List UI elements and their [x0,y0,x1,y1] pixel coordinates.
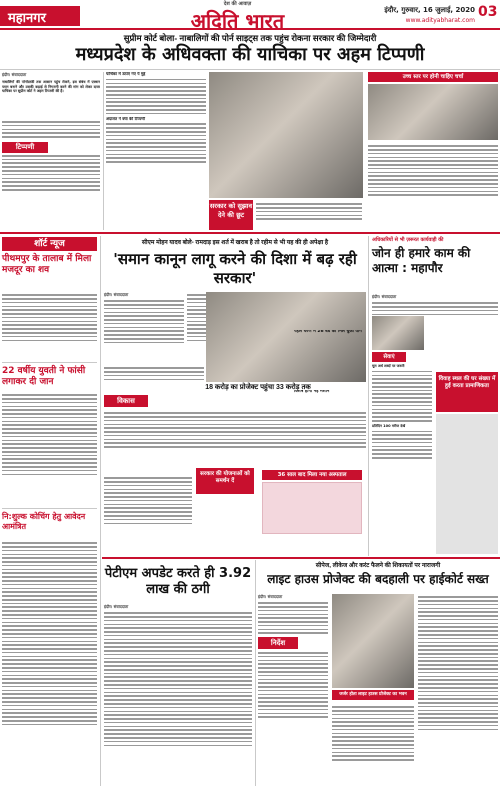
bottom-left-byline: इंदौर। संवाददाता [104,604,129,609]
bottom-right-body [418,594,498,786]
callout-box: 36 साल बाद मिला नया अस्पताल [262,470,362,480]
logo-tagline: देश की आवाज़ [223,1,252,7]
comment-tag: टिप्पणी [2,142,48,153]
services-tag: सेवाएं [372,352,406,362]
highlight-box [436,414,498,554]
lead-left-column [2,72,100,230]
column-rule [100,236,101,786]
center-sub: विशेष होगी नई मशीन [294,390,330,394]
dateline: इंदौर, गुरुवार, 16 जुलाई, 2020 [384,6,475,14]
lead-byline: इंदौर। संवाददाता [2,72,27,77]
logo-text: अदिति भारत [190,9,285,33]
callout-box: सरकार की योजनाओं को समर्थन दें [196,468,254,494]
column-rule [255,560,256,786]
story-headline: पीथमपुर के तालाब में मिला मजदूर का शव [2,254,92,275]
divider [0,69,500,70]
lead-intro: नाबालिगों की पोर्नोग्राफी तक आसान पहुंच रोकने, इस संबंध में एक्शन प्लान बनाने और उसकी कड़ाई से निगरानी करने की मांग को लेकर दायर याचिका पर सुप्रीम कोर्ट ने अहम टिप्पणी की है। [2,80,100,94]
photo-caption: जर्जर होता लाइट हाउस प्रोजेक्ट का भवन [332,690,414,700]
light-house-photo [332,594,414,688]
photo-caption-text [256,201,362,229]
story-body [2,392,97,504]
section-tag: महानगर [0,6,80,26]
bottom-right-headline: लाइट हाउस प्रोजेक्ट की बदहाली पर हाईकोर्ट सख्त [267,572,489,586]
bottom-right-kicker: सीपेज, लीकेज और करंट फैलने की शिकायतों पर नाराजगी [315,563,441,569]
right-body [372,364,432,554]
right-sub: प्रतिदिन 100 मरीज देखें [372,423,406,428]
photo-caption-box: सरकार को सुझाव देने की छूट [209,200,253,230]
lead-subhead-2: अदालत ने क्या की टिप्पणी [106,116,146,121]
center-body [104,410,366,472]
story-headline: 22 वर्षीय युवती ने फांसी लगाकर दी जान [2,366,86,387]
story-headline: नि:शुल्क कोचिंग हेतु आवेदन आमंत्रित [2,512,86,531]
center-body [104,475,192,555]
website-link[interactable]: www.adityabharat.com [405,17,475,24]
short-news-tag: शॉर्ट न्यूज [2,237,97,251]
center-byline: इंदौर। संवाददाता [104,292,129,297]
section-divider [102,557,500,559]
body-text-lines [2,155,100,191]
center-sub: पहले चरण में 26 बेड की मिल चुका योग [294,330,362,334]
mayor-photo [372,316,424,350]
right-byline: इंदौर। संवाददाता [372,294,397,299]
bottom-left-body [104,604,252,786]
mobile-phone-photo [368,84,498,140]
divider [2,362,97,363]
column-rule [103,72,104,230]
center-kicker: सीएम मोहन यादव बोले- रामदाड़ इस शर्त में खराब है तो रहीम से भी यह की ही अपेक्षा है [141,240,329,246]
lead-subhead: याचिका में उठाए गए ये मुद्दे [106,72,146,76]
bottom-right-body [258,594,328,786]
center-col-1 [104,292,184,362]
right-body [372,294,498,317]
box-caption: विवाह स्थल की घर संख्या में हुई करता प्रामाणिकता [436,372,498,412]
callout-body [262,482,362,534]
right-headline: जोन ही हमारे काम की आत्मा : महापौर [372,246,471,275]
section-divider [0,232,500,234]
center-col-3 [104,365,204,382]
lead-middle-column [106,72,206,230]
development-tag: विकास [104,395,148,407]
supreme-court-photo [209,72,363,198]
center-photo-banner: 18 करोड़ का प्रोजेक्ट पहुंचा 33 करोड़ तक [205,384,311,391]
lead-headline: मध्यप्रदेश के अधिवक्ता की याचिका पर अहम टिप्पणी [75,44,425,65]
lead-right-text [368,143,498,229]
instructions-tag: निर्देश [258,637,298,649]
center-headline: 'समान कानून लागू करने की दिशा में बढ़ रही सरकार' [113,250,357,287]
bottom-right-byline: इंदौर। संवाददाता [258,594,283,599]
body-text-lines [2,121,100,138]
right-sub: मूल अर्थ शब्दों पर जरूरी [372,364,405,368]
side-caption: उच्च स्तर पर होनी चाहिए चर्चा [368,72,498,82]
right-section-tag: अधिकारियों से भी ज़रूरत कार्यवाही की [372,237,444,243]
newspaper-logo [150,1,325,33]
lead-kicker: सुप्रीम कोर्ट बोला- नाबालिगों की पोर्न साइट्स तक पहुंच रोकना सरकार की जिम्मेदारी [123,33,377,43]
bottom-left-headline: पेटीएम अपडेट करते ही 3.92 लाख की ठगी [104,566,252,597]
cm-event-photo [206,292,366,382]
story-body [2,540,97,785]
page-number: 03 [478,4,498,20]
bottom-right-body [332,704,414,786]
column-rule [368,236,369,556]
divider [2,508,97,509]
story-body [2,292,97,358]
